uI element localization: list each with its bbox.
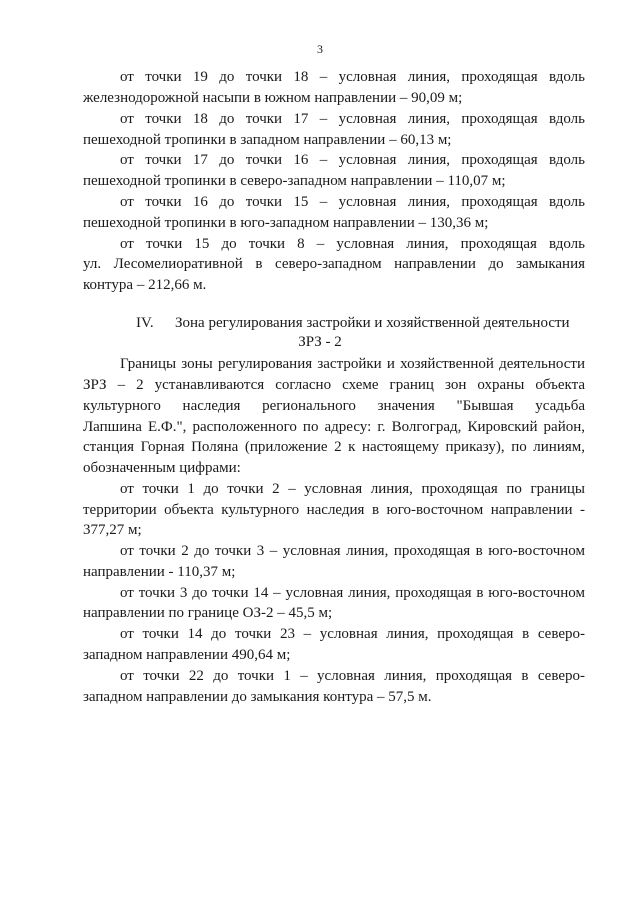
text-line: от точки 18 до точки 17 – условная линия, проходящая вдоль <box>120 111 585 127</box>
section-title: Зона регулирования застройки и хозяйственной деятельности <box>175 315 570 331</box>
text-line: пешеходной тропинки в северо-западном направлении – 110,07 м; <box>83 173 506 189</box>
text-line: направлении по границе ОЗ-2 – 45,5 м; <box>83 605 333 621</box>
text-line: Границы зоны регулирования застройки и хозяйственной деятельности <box>120 356 585 372</box>
text-line: от точки 2 до точки 3 – условная линия, проходящая в юго-восточном <box>120 543 585 559</box>
text-line: железнодорожной насыпи в южном направлении – 90,09 м; <box>83 90 463 106</box>
text-line: западном направлении до замыкания контура – 57,5 м. <box>83 689 432 705</box>
text-line: 377,27 м; <box>83 522 142 538</box>
text-line: культурного наследия регионального значения "Бывшая усадьба <box>83 398 585 414</box>
text-line: пешеходной тропинки в юго-западном направлении – 130,36 м; <box>83 215 489 231</box>
page-number: 3 <box>317 42 323 56</box>
text-line: контура – 212,66 м. <box>83 277 207 293</box>
text-line: западном направлении 490,64 м; <box>83 647 291 663</box>
text-line: обозначенным цифрами: <box>83 460 241 476</box>
text-line: от точки 16 до точки 15 – условная линия, проходящая вдоль <box>120 194 585 210</box>
text-line: ул. Лесомелиоративной в северо-западном направлении до замыкания <box>83 256 585 272</box>
text-line: от точки 17 до точки 16 – условная линия, проходящая вдоль <box>120 152 585 168</box>
text-line: ЗРЗ – 2 устанавливаются согласно схеме границ зон охраны объекта <box>83 377 585 393</box>
text-line: от точки 3 до точки 14 – условная линия, проходящая в юго-восточном <box>120 585 585 601</box>
text-line: от точки 1 до точки 2 – условная линия, проходящая по границы <box>120 481 585 497</box>
text-line: территории объекта культурного наследия в юго-восточном направлении - <box>83 502 585 518</box>
text-line: от точки 15 до точки 8 – условная линия, проходящая вдоль <box>120 236 585 252</box>
text-line: станция Горная Поляна (приложение 2 к настоящему приказу), по линиям, <box>83 439 585 455</box>
section-number: IV. <box>136 315 154 331</box>
text-line: от точки 22 до точки 1 – условная линия, проходящая в северо- <box>120 668 585 684</box>
text-line: пешеходной тропинки в западном направлении – 60,13 м; <box>83 132 452 148</box>
text-line: от точки 14 до точки 23 – условная линия, проходящая в северо- <box>120 626 585 642</box>
section-subtitle: ЗРЗ - 2 <box>298 334 342 350</box>
text-line: от точки 19 до точки 18 – условная линия, проходящая вдоль <box>120 69 585 85</box>
text-line: направлении - 110,37 м; <box>83 564 236 580</box>
text-line: Лапшина Е.Ф.", расположенного по адресу: г. Волгоград, Кировский район, <box>83 419 585 435</box>
